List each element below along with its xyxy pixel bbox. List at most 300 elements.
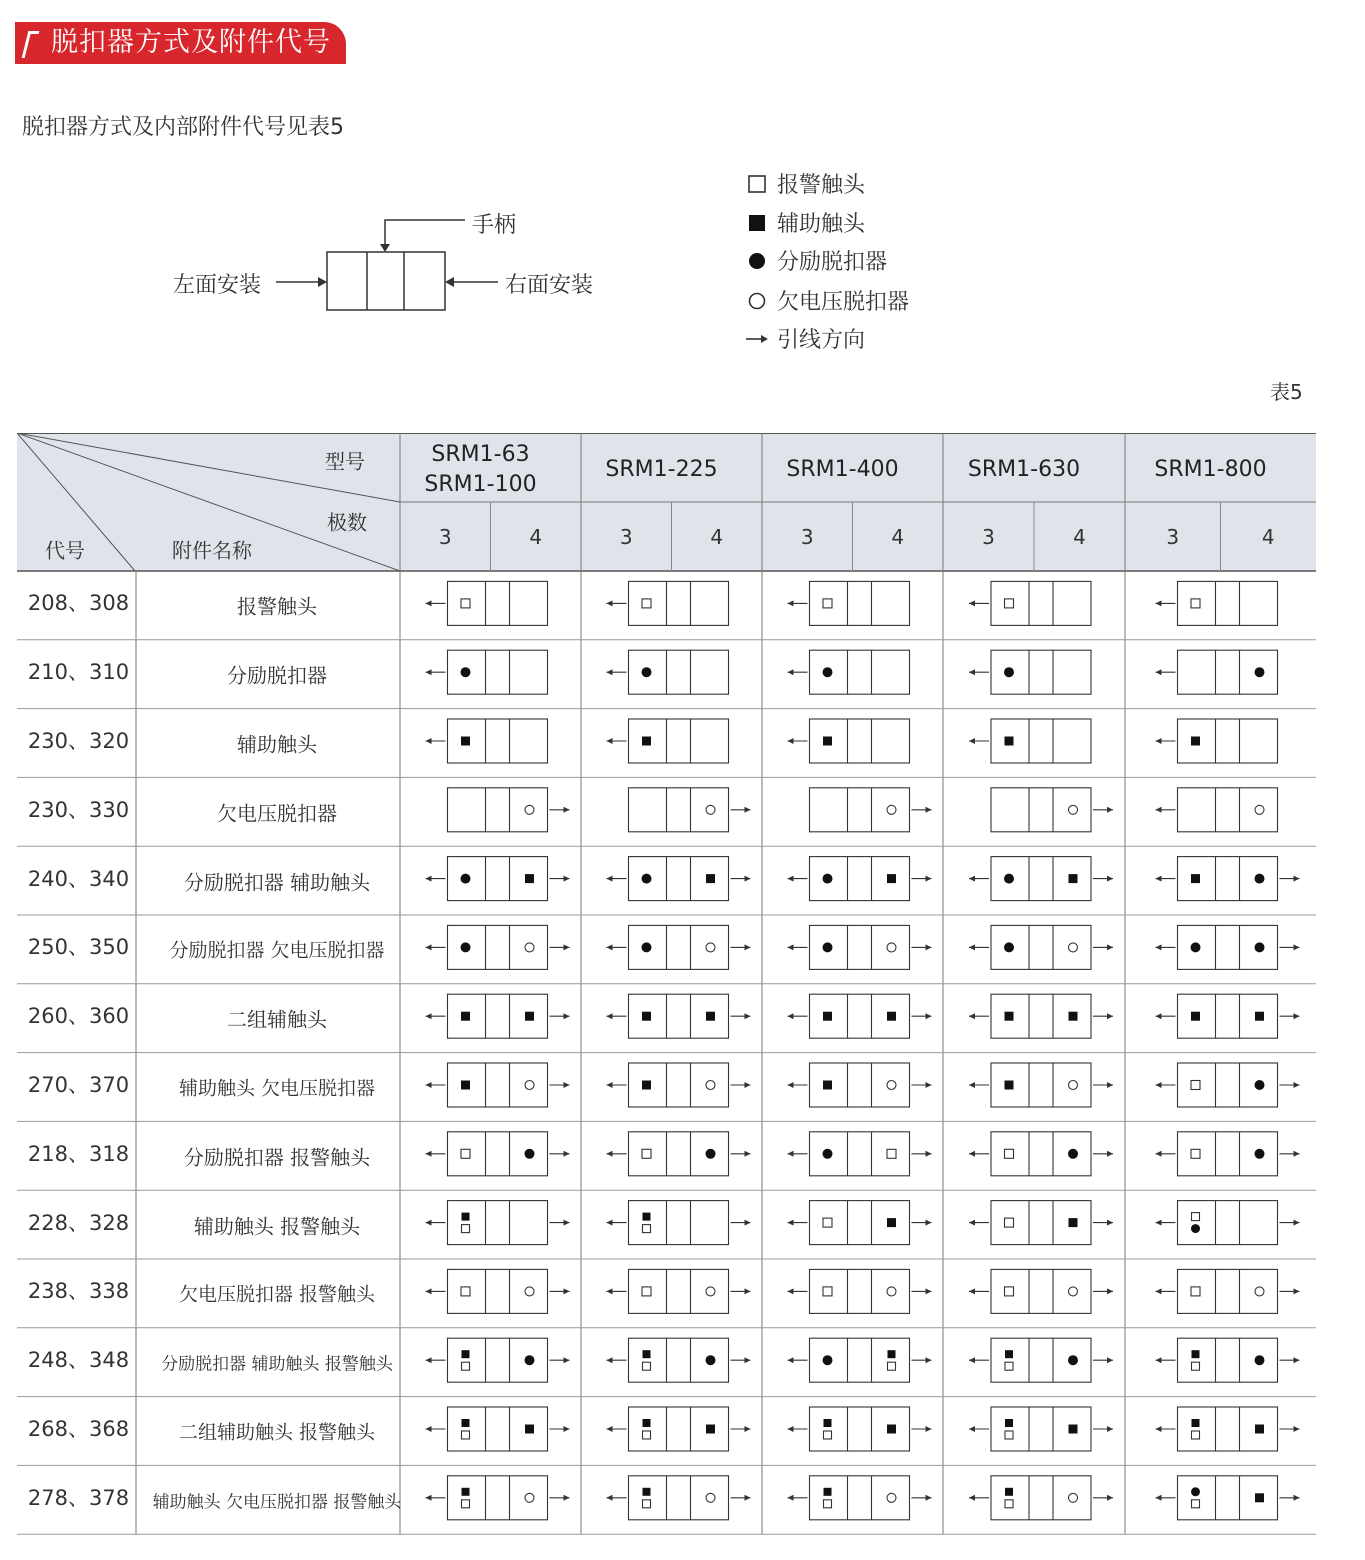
filled-square-icon — [462, 1419, 470, 1427]
filled-circle-icon — [461, 874, 471, 884]
left-lead-arrow-head — [607, 1082, 613, 1088]
left-lead-arrow-head — [1156, 1495, 1162, 1501]
filled-square-icon — [643, 1350, 651, 1358]
filled-square-icon — [1069, 1012, 1078, 1021]
left-lead-arrow-head — [607, 600, 613, 606]
left-lead-arrow-head — [1156, 669, 1162, 675]
left-lead-arrow-head — [969, 738, 975, 744]
model-name: SRM1-63 — [431, 441, 530, 467]
model-name: SRM1-225 — [605, 456, 718, 482]
left-mount-label: 左面安装 — [173, 273, 262, 298]
left-lead-arrow-head — [1156, 1082, 1162, 1088]
filled-square-icon — [642, 737, 651, 746]
empty-square-icon — [643, 1225, 651, 1233]
legend-label: 引线方向 — [777, 328, 866, 353]
right-lead-arrow-head — [564, 1082, 570, 1088]
right-lead-arrow-head — [1107, 807, 1113, 813]
empty-square-icon — [1191, 599, 1200, 608]
right-lead-arrow-head — [1294, 1288, 1300, 1294]
row-code: 230、330 — [27, 797, 130, 822]
filled-circle-icon — [1068, 1149, 1078, 1159]
empty-square-icon — [824, 1431, 832, 1439]
empty-circle-icon — [887, 943, 896, 952]
empty-square-icon — [823, 1218, 832, 1227]
filled-square-icon — [824, 1488, 832, 1496]
filled-circle-icon — [1255, 1080, 1265, 1090]
empty-square-icon — [462, 1362, 470, 1370]
right-lead-arrow-head — [1294, 944, 1300, 950]
filled-circle-icon — [1191, 942, 1201, 952]
row-accessory-name: 辅助触头 — [237, 732, 317, 757]
left-lead-arrow-head — [607, 1220, 613, 1226]
pole-count-label: 3 — [619, 525, 633, 549]
filled-square-icon — [461, 737, 470, 746]
filled-circle-icon — [823, 1355, 833, 1365]
right-lead-arrow-head — [564, 1426, 570, 1432]
left-lead-arrow-head — [426, 1151, 432, 1157]
filled-circle-icon — [706, 1355, 716, 1365]
model-name: SRM1-400 — [786, 456, 899, 482]
empty-circle-icon — [745, 289, 769, 313]
pole-count-label: 3 — [438, 525, 452, 549]
pole-count-label: 4 — [891, 525, 905, 549]
empty-circle-icon — [887, 1287, 896, 1296]
right-lead-arrow-head — [1107, 1357, 1113, 1363]
empty-square-icon — [1005, 1287, 1014, 1296]
filled-circle-icon — [706, 1149, 716, 1159]
filled-circle-icon — [1004, 667, 1014, 677]
filled-square-icon — [1192, 1350, 1200, 1358]
filled-circle-icon — [1255, 667, 1265, 677]
empty-circle-icon — [525, 943, 534, 952]
filled-circle-icon — [461, 942, 471, 952]
left-lead-arrow-head — [969, 1082, 975, 1088]
row-accessory-name: 分励脱扣器 — [227, 663, 327, 688]
empty-square-icon — [462, 1431, 470, 1439]
model-header — [424, 440, 536, 500]
filled-circle-icon — [525, 1355, 535, 1365]
left-lead-arrow-head — [788, 1220, 794, 1226]
empty-square-icon — [1005, 1218, 1014, 1227]
left-lead-arrow-head — [969, 600, 975, 606]
empty-circle-icon — [706, 943, 715, 952]
filled-circle-icon — [1255, 1355, 1265, 1365]
right-lead-arrow-head — [564, 944, 570, 950]
right-lead-arrow-head — [1107, 1013, 1113, 1019]
handle-label: 手柄 — [472, 213, 517, 238]
right-lead-arrow-head — [745, 1220, 751, 1226]
pole-count-label: 4 — [529, 525, 543, 549]
row-code: 228、328 — [27, 1210, 130, 1235]
header-code-label: 代号 — [45, 538, 85, 563]
right-lead-arrow-head — [564, 1220, 570, 1226]
filled-square-icon — [887, 874, 896, 883]
model-name: SRM1-800 — [1154, 456, 1267, 482]
legend-item-aux — [745, 207, 865, 238]
empty-square-icon — [462, 1225, 470, 1233]
row-accessory-name: 辅助触头 欠电压脱扣器 — [178, 1077, 376, 1100]
filled-square-icon — [525, 874, 534, 883]
filled-square-icon — [1005, 1419, 1013, 1427]
breaker-symbol-cell — [629, 1201, 729, 1245]
empty-square-icon — [1192, 1431, 1200, 1439]
empty-circle-icon — [706, 1081, 715, 1090]
left-lead-arrow-head — [788, 944, 794, 950]
filled-circle-icon — [642, 942, 652, 952]
corner-hook-icon — [22, 31, 40, 58]
empty-square-icon — [462, 1500, 470, 1508]
filled-circle-icon — [461, 667, 471, 677]
left-lead-arrow-head — [1156, 944, 1162, 950]
legend-label: 分励脱扣器 — [777, 250, 888, 275]
filled-square-icon — [461, 1081, 470, 1090]
filled-square-icon — [887, 1425, 896, 1434]
right-lead-arrow-head — [926, 1013, 932, 1019]
left-lead-arrow-head — [969, 669, 975, 675]
right-lead-arrow-head — [1294, 1013, 1300, 1019]
filled-circle-icon — [1068, 1355, 1078, 1365]
row-accessory-name: 二组辅触头 — [227, 1007, 327, 1032]
filled-square-icon — [1069, 1218, 1078, 1227]
empty-circle-icon — [525, 805, 534, 814]
mounting-diagram-drawing — [160, 200, 630, 330]
row-code: 260、360 — [27, 1004, 130, 1029]
right-lead-arrow-head — [926, 1288, 932, 1294]
row-accessory-name: 二组辅助触头 报警触头 — [178, 1421, 376, 1444]
row-code: 210、310 — [27, 660, 130, 685]
filled-square-icon — [706, 874, 715, 883]
empty-square-icon — [461, 1287, 470, 1296]
filled-square-icon — [1191, 737, 1200, 746]
filled-square-icon — [1255, 1493, 1264, 1502]
legend-label: 报警触头 — [777, 173, 866, 198]
header-poles-label: 极数 — [327, 510, 367, 535]
filled-square-icon — [888, 1350, 896, 1358]
empty-square-icon — [1005, 599, 1014, 608]
left-lead-arrow-head — [788, 669, 794, 675]
right-lead-arrow-head — [745, 1151, 751, 1157]
row-accessory-name: 分励脱扣器 辅助触头 报警触头 — [161, 1354, 393, 1375]
right-lead-arrow-head — [926, 944, 932, 950]
empty-square-icon — [643, 1362, 651, 1370]
empty-circle-icon — [1255, 805, 1264, 814]
empty-circle-icon — [706, 1493, 715, 1502]
empty-circle-icon — [525, 1493, 534, 1502]
breaker-symbol-cell — [448, 1201, 548, 1245]
header-model-label: 型号 — [325, 449, 365, 474]
row-code: 268、368 — [27, 1417, 130, 1441]
filled-circle-icon — [1004, 942, 1014, 952]
right-lead-arrow-head — [745, 1288, 751, 1294]
right-lead-arrow-head — [564, 1495, 570, 1501]
filled-square-icon — [525, 1425, 534, 1434]
filled-square-icon — [642, 1081, 651, 1090]
right-lead-arrow-head — [564, 1288, 570, 1294]
left-lead-arrow-head — [607, 1013, 613, 1019]
left-lead-arrow-head — [969, 1288, 975, 1294]
model-header — [968, 455, 1080, 485]
right-lead-arrow-head — [926, 1220, 932, 1226]
right-lead-arrow-head — [1107, 1288, 1113, 1294]
left-lead-arrow-head — [607, 1288, 613, 1294]
left-lead-arrow-head — [788, 1082, 794, 1088]
model-header — [1154, 455, 1266, 485]
pole-count-label: 3 — [982, 525, 995, 549]
empty-square-icon — [642, 599, 651, 608]
empty-circle-icon — [1069, 1493, 1078, 1502]
right-lead-arrow-head — [1107, 1426, 1113, 1432]
filled-square-icon — [643, 1419, 651, 1427]
right-lead-arrow-head — [926, 1426, 932, 1432]
right-lead-arrow-head — [1294, 1426, 1300, 1432]
left-lead-arrow-head — [788, 1288, 794, 1294]
left-lead-arrow-head — [788, 738, 794, 744]
left-lead-arrow-head — [1156, 1357, 1162, 1363]
filled-square-icon — [745, 211, 769, 235]
row-accessory-name: 分励脱扣器 辅助触头 — [183, 870, 371, 895]
left-lead-arrow-head — [1156, 600, 1162, 606]
model-name: SRM1-100 — [424, 471, 537, 497]
left-lead-arrow-head — [607, 944, 613, 950]
filled-square-icon — [525, 1012, 534, 1021]
breaker-outline — [629, 1201, 729, 1245]
left-lead-arrow-head — [1156, 807, 1162, 813]
left-lead-arrow-head — [969, 876, 975, 882]
left-lead-arrow-head — [426, 1357, 432, 1363]
section-title: 脱扣器方式及附件代号 — [51, 27, 331, 58]
subtitle: 脱扣器方式及内部附件代号见表5 — [22, 115, 344, 140]
row-code: 218、318 — [27, 1141, 130, 1166]
filled-square-icon — [824, 1419, 832, 1427]
left-lead-arrow-head — [607, 1151, 613, 1157]
filled-square-icon — [1255, 1012, 1264, 1021]
breaker-outline — [1178, 1201, 1278, 1245]
right-lead-arrow-head — [1294, 876, 1300, 882]
left-lead-arrow-head — [607, 738, 613, 744]
left-lead-arrow-head — [1156, 738, 1162, 744]
left-lead-arrow-head — [1156, 1220, 1162, 1226]
empty-circle-icon — [1069, 805, 1078, 814]
filled-circle-icon — [642, 667, 652, 677]
breaker-outline — [448, 1201, 548, 1245]
filled-circle-icon — [823, 667, 833, 677]
empty-square-icon — [888, 1362, 896, 1370]
empty-square-icon — [642, 1287, 651, 1296]
filled-square-icon — [462, 1488, 470, 1496]
empty-square-icon — [643, 1431, 651, 1439]
filled-square-icon — [1005, 1488, 1013, 1496]
empty-square-icon — [745, 172, 769, 196]
empty-square-icon — [824, 1500, 832, 1508]
left-lead-arrow-head — [426, 1495, 432, 1501]
empty-square-icon — [461, 599, 470, 608]
left-lead-arrow-head — [969, 1013, 975, 1019]
legend-label: 欠电压脱扣器 — [777, 290, 910, 315]
filled-square-icon — [461, 1012, 470, 1021]
row-accessory-name: 分励脱扣器 欠电压脱扣器 — [169, 939, 385, 962]
row-accessory-name: 分励脱扣器 报警触头 — [183, 1145, 371, 1170]
filled-circle-icon — [823, 942, 833, 952]
filled-square-icon — [1069, 874, 1078, 883]
left-lead-arrow-head — [426, 1082, 432, 1088]
filled-square-icon — [1191, 1012, 1200, 1021]
filled-circle-icon — [745, 249, 769, 273]
filled-square-icon — [1192, 1419, 1200, 1427]
filled-circle-icon — [1004, 874, 1014, 884]
filled-circle-icon — [1255, 874, 1265, 884]
mounting-diagram — [160, 200, 630, 330]
left-lead-arrow-head — [607, 669, 613, 675]
pole-count-label: 3 — [800, 525, 814, 549]
filled-square-icon — [1005, 737, 1014, 746]
filled-square-icon — [1005, 1012, 1014, 1021]
left-lead-arrow-head — [426, 1288, 432, 1294]
row-accessory-name: 欠电压脱扣器 报警触头 — [178, 1283, 376, 1306]
pole-count-label: 4 — [1261, 525, 1275, 549]
left-lead-arrow-head — [1156, 1288, 1162, 1294]
right-lead-arrow-head — [1294, 1082, 1300, 1088]
filled-square-icon — [462, 1213, 470, 1221]
right-lead-arrow-head — [564, 1151, 570, 1157]
left-lead-arrow-head — [969, 1426, 975, 1432]
filled-circle-icon — [1191, 1487, 1200, 1496]
left-lead-arrow-head — [788, 1495, 794, 1501]
left-lead-arrow-head — [426, 1426, 432, 1432]
filled-square-icon — [1069, 1425, 1078, 1434]
row-code: 248、348 — [27, 1348, 130, 1373]
filled-square-icon — [462, 1350, 470, 1358]
empty-circle-icon — [887, 1493, 896, 1502]
row-code: 208、308 — [27, 591, 130, 616]
filled-square-icon — [1005, 1081, 1014, 1090]
left-lead-arrow-head — [426, 669, 432, 675]
filled-circle-icon — [823, 1149, 833, 1159]
row-accessory-name: 辅助触头 报警触头 — [193, 1214, 361, 1239]
empty-circle-icon — [1255, 1287, 1264, 1296]
filled-square-icon — [643, 1213, 651, 1221]
empty-square-icon — [1192, 1500, 1200, 1508]
empty-square-icon — [461, 1149, 470, 1158]
row-code: 278、378 — [27, 1485, 130, 1510]
right-lead-arrow-head — [564, 807, 570, 813]
arrow-right-icon — [745, 327, 769, 351]
pole-count-label: 4 — [1073, 525, 1086, 549]
empty-square-icon — [1192, 1213, 1200, 1221]
model-header — [605, 455, 717, 485]
empty-square-icon — [1005, 1500, 1013, 1508]
empty-square-icon — [1192, 1362, 1200, 1370]
right-lead-arrow-head — [745, 1495, 751, 1501]
left-lead-arrow-head — [969, 944, 975, 950]
filled-circle-icon — [1191, 1224, 1200, 1233]
row-accessory-name: 欠电压脱扣器 — [217, 801, 337, 826]
filled-square-icon — [887, 1218, 896, 1227]
empty-square-icon — [643, 1500, 651, 1508]
empty-circle-icon — [1069, 1081, 1078, 1090]
filled-circle-icon — [642, 874, 652, 884]
filled-square-icon — [642, 1012, 651, 1021]
empty-square-icon — [1005, 1149, 1014, 1158]
right-lead-arrow-head — [1294, 1357, 1300, 1363]
filled-square-icon — [1191, 874, 1200, 883]
empty-square-icon — [1191, 1149, 1200, 1158]
left-lead-arrow-head — [1156, 876, 1162, 882]
right-lead-arrow-head — [1107, 1151, 1113, 1157]
right-lead-arrow-head — [1294, 1220, 1300, 1226]
filled-square-icon — [887, 1012, 896, 1021]
empty-square-icon — [887, 1149, 896, 1158]
right-lead-arrow-head — [926, 1151, 932, 1157]
empty-circle-icon — [887, 805, 896, 814]
empty-square-icon — [823, 599, 832, 608]
right-lead-arrow-head — [1107, 944, 1113, 950]
filled-square-icon — [823, 1012, 832, 1021]
filled-square-icon — [706, 1012, 715, 1021]
empty-square-icon — [642, 1149, 651, 1158]
right-lead-arrow-head — [926, 1357, 932, 1363]
empty-circle-icon — [1069, 1287, 1078, 1296]
right-lead-arrow-head — [926, 1082, 932, 1088]
left-lead-arrow-head — [1156, 1013, 1162, 1019]
left-lead-arrow-head — [788, 1151, 794, 1157]
right-lead-arrow-head — [564, 1013, 570, 1019]
left-lead-arrow-head — [1156, 1151, 1162, 1157]
pole-count-label: 4 — [710, 525, 724, 549]
empty-square-icon — [823, 1287, 832, 1296]
left-lead-arrow-head — [426, 738, 432, 744]
filled-square-icon — [823, 1081, 832, 1090]
row-code: 238、338 — [27, 1279, 130, 1304]
filled-square-icon — [643, 1488, 651, 1496]
right-lead-arrow-head — [564, 876, 570, 882]
right-mount-label: 右面安装 — [505, 273, 594, 298]
right-lead-arrow-head — [926, 876, 932, 882]
left-lead-arrow-head — [426, 876, 432, 882]
left-lead-arrow-head — [607, 876, 613, 882]
empty-circle-icon — [525, 1287, 534, 1296]
left-lead-arrow-head — [969, 1495, 975, 1501]
left-lead-arrow-head — [426, 1013, 432, 1019]
left-lead-arrow-head — [788, 600, 794, 606]
left-lead-arrow-head — [969, 1151, 975, 1157]
right-lead-arrow-head — [745, 1426, 751, 1432]
empty-square-icon — [1005, 1362, 1013, 1370]
right-lead-arrow-head — [745, 876, 751, 882]
empty-circle-icon — [525, 1081, 534, 1090]
filled-square-icon — [823, 737, 832, 746]
row-code: 250、350 — [27, 935, 130, 960]
header-name-label: 附件名称 — [172, 538, 252, 563]
right-lead-arrow-head — [745, 807, 751, 813]
left-lead-arrow-head — [788, 1013, 794, 1019]
filled-circle-icon — [823, 874, 833, 884]
right-lead-arrow-head — [1107, 876, 1113, 882]
right-lead-arrow-head — [1107, 1495, 1113, 1501]
right-lead-arrow-head — [564, 1357, 570, 1363]
accessory-code-table — [17, 433, 1316, 1539]
right-lead-arrow-head — [745, 1357, 751, 1363]
row-code: 270、370 — [27, 1073, 130, 1097]
row-accessory-name: 报警触头 — [237, 594, 317, 619]
left-lead-arrow-head — [788, 1357, 794, 1363]
empty-circle-icon — [706, 805, 715, 814]
pole-count-label: 3 — [1166, 525, 1180, 549]
filled-circle-icon — [1255, 942, 1265, 952]
right-lead-arrow-head — [745, 1013, 751, 1019]
legend-item-alarm — [745, 168, 865, 199]
legend-item-direction — [745, 323, 865, 354]
left-lead-arrow-head — [426, 600, 432, 606]
